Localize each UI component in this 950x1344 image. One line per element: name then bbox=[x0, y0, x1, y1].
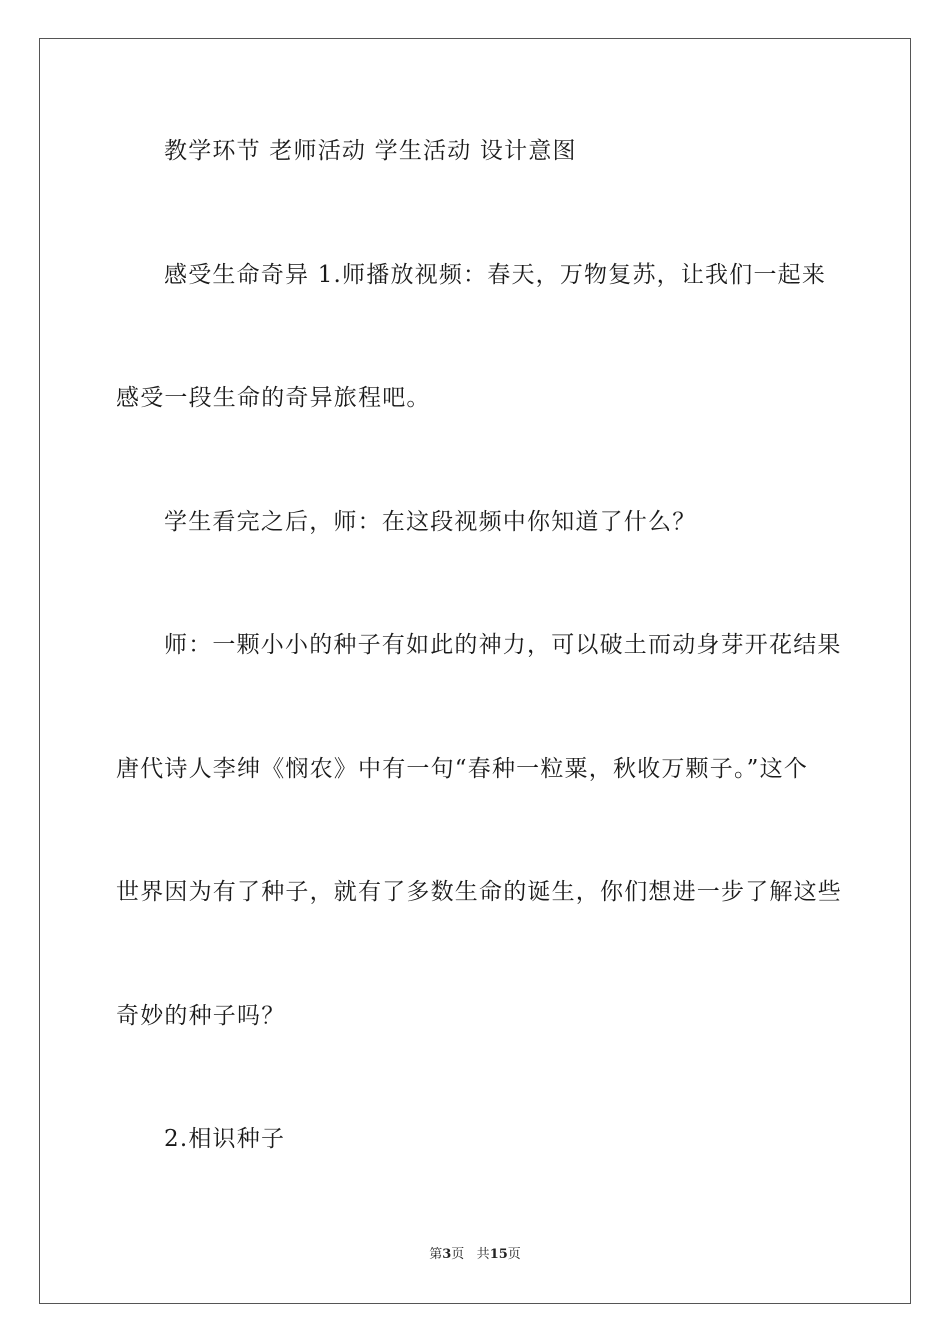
paragraph-line: 奇妙的种子吗？ bbox=[116, 1003, 286, 1029]
page-footer bbox=[0, 1246, 950, 1264]
paragraph-line: 感受一段生命的奇异旅程吧。 bbox=[116, 385, 431, 411]
page-prefix: 第 bbox=[429, 1247, 443, 1262]
total-prefix: 共 bbox=[476, 1247, 490, 1262]
current-page-number: 3 bbox=[442, 1247, 452, 1262]
section-heading: 2.相识种子 bbox=[164, 1126, 286, 1152]
table-header-line: 教学环节 老师活动 学生活动 设计意图 bbox=[164, 138, 577, 164]
paragraph-line: 唐代诗人李绅《悯农》中有一句“春种一粒粟，秋收万颗子。”这个 bbox=[116, 756, 809, 782]
paragraph-line: 感受生命奇异 1.师播放视频：春天，万物复苏，让我们一起来 bbox=[164, 262, 827, 288]
paragraph-line: 学生看完之后，师：在这段视频中你知道了什么？ bbox=[164, 509, 697, 535]
total-suffix: 页 bbox=[507, 1247, 521, 1262]
paragraph-line: 世界因为有了种子，就有了多数生命的诞生，你们想进一步了解这些 bbox=[116, 879, 842, 905]
total-pages-number: 15 bbox=[489, 1247, 508, 1262]
page-border bbox=[39, 38, 911, 1304]
page-suffix: 页 bbox=[451, 1247, 465, 1262]
paragraph-line: 师：一颗小小的种子有如此的神力，可以破土而动身芽开花结果 bbox=[164, 632, 842, 658]
